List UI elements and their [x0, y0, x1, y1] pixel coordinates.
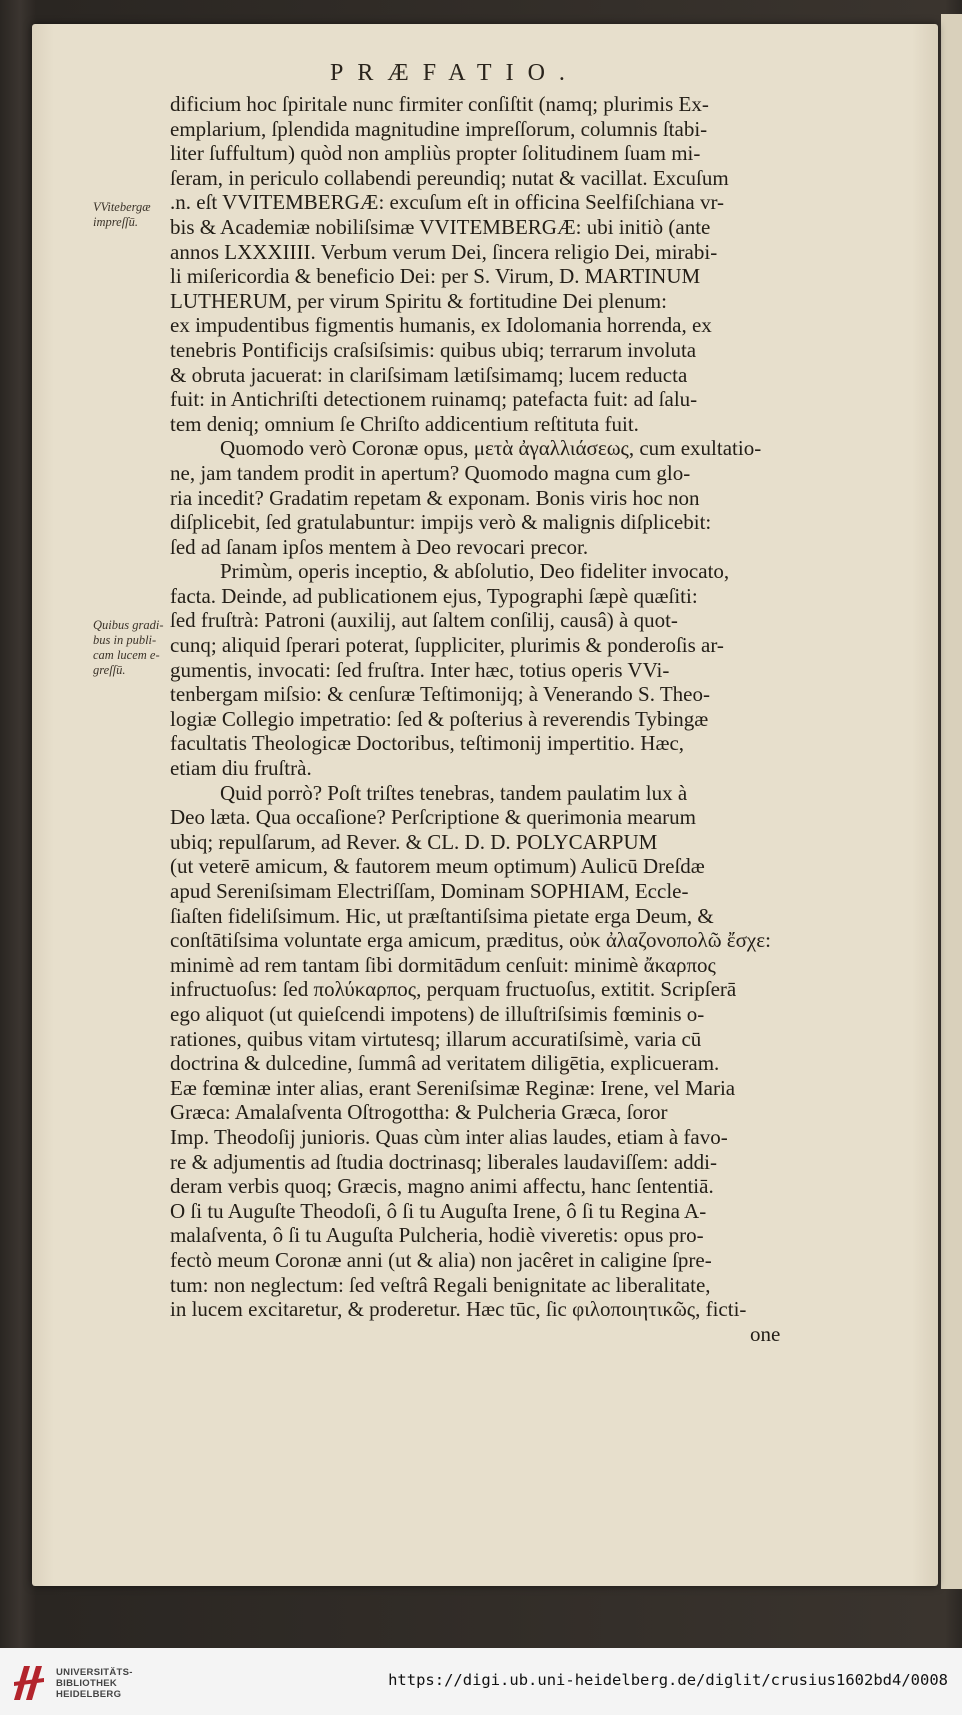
marginal-note-publication — [93, 618, 173, 678]
text-line: gumentis, invocati: ſed fruſtra. Inter hæc, totius operis VVi- — [170, 657, 670, 682]
text-line: tem deniq; omnium ſe Chriſto addicentium reſtituta fuit. — [170, 411, 639, 436]
marginal-note-wittenberg — [93, 200, 173, 230]
marginal-line: Quibus gradi- — [93, 618, 164, 632]
text-line: dificium hoc ſpiritale nunc firmiter conſiſtit (namq; plurimis Ex- — [170, 92, 709, 116]
text-line: deram verbis quoq; Græcis, magno animi affectu, hanc ſententiā. — [170, 1174, 714, 1199]
text-line: re & adjumentis ad ſtudia doctrinasq; liberales laudaviſſem: addi- — [170, 1149, 718, 1174]
text-line: apud Sereniſsimam Electriſſam, Dominam SOPHIAM, Eccle- — [170, 879, 689, 903]
marginal-line: greſſū. — [93, 663, 126, 677]
text-line: ſed ad ſanam ipſos mentem à Deo revocari precor. — [170, 534, 589, 559]
library-name-line: BIBLIOTHEK — [56, 1678, 118, 1689]
text-line: fuit: in Antichriſti detectionem ruinamq; patefacta fuit: ad ſalu- — [170, 387, 698, 412]
text-line: ſeram, in periculo collabendi pereundiq; nutat & vacillat. Excuſum — [170, 165, 729, 190]
next-page-edge — [941, 14, 962, 1589]
library-name-line: HEIDELBERG — [56, 1689, 122, 1700]
text-line: infructuoſus: ſed πολύκαρπος, perquam fructuoſus, extitit. Scripſerā — [170, 977, 737, 1002]
text-line: Imp. Theodoſij junioris. Quas cùm inter alias laudes, etiam à favo- — [170, 1124, 728, 1149]
marginal-line: impreſſū. — [93, 215, 139, 229]
text-line: diſplicebit, ſed gratulabuntur: impijs verò & malignis diſplicebit: — [170, 510, 712, 535]
text-line: ego aliquot (ut quieſcendi impotens) de illuſtriſsimis fœminis o- — [170, 1001, 705, 1026]
text-line: tenebris Pontificijs craſsiſsimis: quibus ubiq; terrarum involuta — [170, 337, 697, 362]
text-line: malaſventa, ô ſi tu Auguſta Pulcheria, hodiè viveretis: opus pro- — [170, 1223, 704, 1248]
text-line: LUTHERUM, per virum Spiritu & fortitudine Dei plenum: — [170, 288, 667, 313]
text-line: ne, jam tandem prodit in apertum? Quomodo magna cum glo- — [170, 460, 691, 485]
library-name-line: UNIVERSITÄTS- — [56, 1667, 133, 1678]
text-line: & obruta jacuerat: in clariſsimam lætiſsimamq; lucem reducta — [170, 362, 688, 387]
marginal-line: bus in publi- — [93, 633, 157, 647]
text-line: cunq; aliquid ſperari poterat, ſuppliciter, plurimis & ponderoſis ar- — [170, 633, 724, 658]
marginal-line: VVitebergæ — [93, 200, 151, 214]
text-line: rationes, quibus vitam virtutesq; illarum accuratiſsimè, varia cū — [170, 1026, 702, 1051]
text-line: li miſericordia & beneficio Dei: per S. Virum, D. MARTINUM — [170, 264, 701, 289]
text-line: conſtātiſsima voluntate erga amicum, præditus, οὐκ ἀλαζονοπολῶ ἔσχε: — [170, 928, 771, 953]
text-line: O ſi tu Auguſte Theodoſi, ô ſi tu Auguſta Irene, ô ſi tu Regina A- — [170, 1198, 707, 1223]
text-line: .n. eſt VVITEMBERGÆ: excuſum eſt in officina Seelfiſchiana vr- — [170, 190, 725, 215]
running-head: PRÆFATIO. — [330, 60, 579, 86]
text-line: etiam diu fruſtrà. — [170, 756, 312, 781]
marginal-line: cam lucem e- — [93, 648, 160, 662]
catchword: one — [750, 1321, 781, 1346]
text-line: liter ſuffultum) quòd non ampliùs propter ſolitudinem ſuam mi- — [170, 141, 701, 166]
text-line: bis & Academiæ nobiliſsimæ VVITEMBERGÆ: ubi initiò (ante — [170, 214, 711, 239]
text-line: logiæ Collegio impetratio: ſed & poſterius à reverendis Tybingæ — [170, 706, 709, 731]
text-line: Quid porrò? Poſt triſtes tenebras, tandem paulatim lux à — [220, 780, 688, 805]
text-line: Eæ fœminæ inter alias, erant Sereniſsimæ Reginæ: Irene, vel Maria — [170, 1075, 736, 1100]
text-line: annos LXXXIIII. Verbum verum Dei, ſincera religio Dei, mirabi- — [170, 239, 718, 264]
text-line: ſed fruſtrà: Patroni (auxilij, aut ſaltem conſilij, causâ) à quot- — [170, 608, 678, 633]
text-line: tenbergam miſsio: & cenſuræ Teſtimonijq; à Venerando S. Theo- — [170, 682, 710, 707]
text-line: Primùm, operis inceptio, & abſolutio, Deo fideliter invocato, — [220, 559, 730, 584]
viewer-footer — [0, 1648, 962, 1715]
text-line: Deo læta. Qua occaſione? Perſcriptione & querimonia mearum — [170, 805, 696, 830]
permalink-url[interactable]: https://digi.ub.uni-heidelberg.de/diglit/crusius1602bd4/0008 — [388, 1671, 948, 1689]
text-line: Quomodo verò Coronæ opus, μετὰ ἀγαλλιάσεως, cum exultatio- — [220, 436, 762, 461]
text-line: ria incedit? Gradatim repetam & exponam. Bonis viris hoc non — [170, 485, 700, 510]
text-line: doctrina & dulcedine, ſummâ ad veritatem diligētia, explicueram. — [170, 1051, 720, 1076]
text-line: facultatis Theologicæ Doctoribus, teſtimonij impertitio. Hæc, — [170, 731, 685, 756]
text-line: in lucem excitaretur, & proderetur. Hæc tūc, ſic φιλοποιητικῶς, ficti- — [170, 1297, 747, 1322]
text-line: minimè ad rem tantam ſibi dormitādum cenſuit: minimè ἄκαρπος — [170, 952, 716, 977]
library-name — [56, 1667, 133, 1700]
text-line: fectò meum Coronæ anni (ut & alia) non jacêret in caligine ſpre- — [170, 1247, 712, 1272]
text-line: Græca: Amalaſventa Oſtrogottha: & Pulcheria Græca, ſoror — [170, 1100, 668, 1125]
text-line: ex impudentibus figmentis humanis, ex Idolomania horrenda, ex — [170, 313, 712, 338]
text-line: ſiaſten fideliſsimum. Hic, ut præſtantiſsima pietate erga Deum, & — [170, 903, 714, 928]
text-line: facta. Deinde, ad publicationem ejus, Typographi ſæpè quæſiti: — [170, 583, 698, 608]
text-line: emplarium, ſplendida magnitudine impreſſorum, columnis ſtabi- — [170, 116, 708, 141]
text-line: tum: non neglectum: ſed veſtrâ Regali benignitate ac liberalitate, — [170, 1272, 711, 1297]
library-logo-icon — [10, 1660, 48, 1704]
text-line: ubiq; repulſarum, ad Rever. & CL. D. D. POLYCARPUM — [170, 829, 658, 854]
page-body-text — [170, 92, 820, 1346]
text-line: (ut veterē amicum, & fautorem meum optimum) Aulicū Dreſdæ — [170, 854, 705, 879]
